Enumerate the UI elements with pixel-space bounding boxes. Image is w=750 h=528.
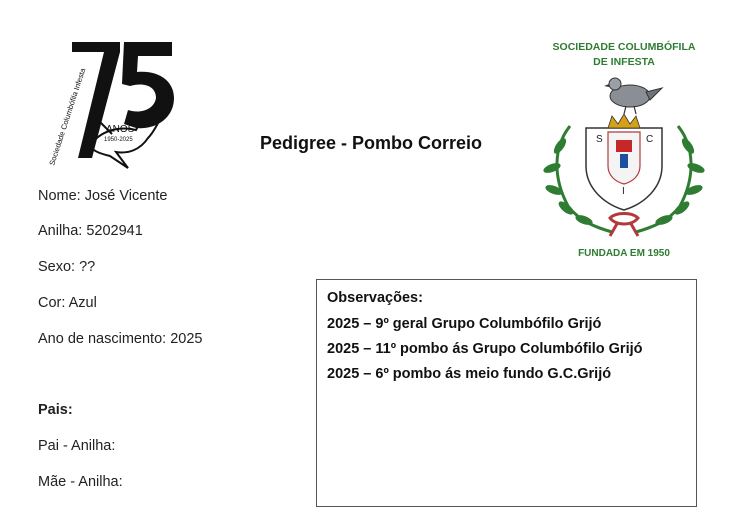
page-title: Pedigree - Pombo Correio bbox=[260, 133, 483, 153]
field-cor: Cor: Azul bbox=[38, 295, 97, 311]
shield-letter-c: C bbox=[646, 134, 654, 145]
observation-line: 2025 – 9º geral Grupo Columbófilo Grijó bbox=[327, 316, 602, 332]
observations-box bbox=[316, 279, 697, 507]
field-sexo: Sexo: ?? bbox=[38, 259, 96, 275]
club-name-line2: DE INFESTA bbox=[593, 56, 655, 68]
club-name-line1: SOCIEDADE COLUMBÓFILA bbox=[552, 41, 696, 53]
observations-heading: Observações: bbox=[327, 290, 423, 306]
pigeon-icon bbox=[604, 78, 662, 114]
club-founded: FUNDADA EM 1950 bbox=[578, 248, 670, 259]
field-ano-nascimento: Ano de nascimento: 2025 bbox=[38, 331, 203, 347]
field-anilha: Anilha: 5202941 bbox=[38, 223, 143, 239]
parents-heading: Pais: bbox=[38, 402, 73, 418]
field-pai-anilha: Pai - Anilha: bbox=[38, 438, 116, 454]
observation-line: 2025 – 6º pombo ás meio fundo G.C.Grijó bbox=[327, 366, 612, 382]
shield-letter-i: I bbox=[622, 186, 625, 197]
anos-label: ANOS bbox=[106, 124, 135, 135]
anniversary-logo bbox=[40, 38, 176, 172]
arc-text: Sociedade Columbófila Infesta bbox=[47, 67, 88, 167]
years-label: 1950-2025 bbox=[104, 137, 133, 143]
field-mae-anilha: Mãe - Anilha: bbox=[38, 474, 123, 490]
observation-line: 2025 – 11º pombo ás Grupo Columbófilo Grijó bbox=[327, 341, 643, 357]
field-nome: Nome: José Vicente bbox=[38, 188, 168, 204]
shield-letter-s: S bbox=[596, 134, 603, 145]
club-crest-logo bbox=[540, 36, 708, 262]
